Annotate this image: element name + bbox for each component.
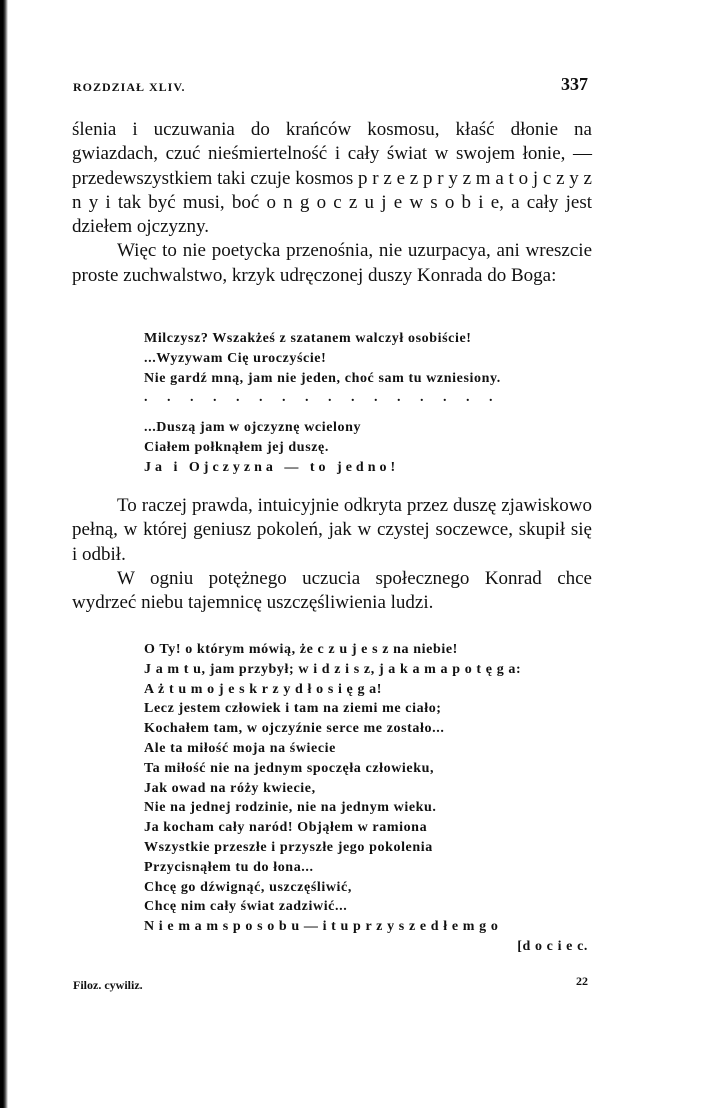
verse-line: A ż t u m o j e s k r z y d ł o s i ę g a!: [144, 681, 383, 697]
verse-line: Ta miłość nie na jednym spoczęła człowieku,: [144, 760, 435, 776]
verse-line: Chcę nim cały świat zadziwić...: [144, 899, 348, 915]
verse-line: Wszystkie przeszłe i przyszłe jego pokolenia: [144, 839, 433, 855]
page-number: 337: [561, 74, 588, 94]
verse-line: Ja kocham cały naród! Objąłem w ramiona: [144, 820, 428, 836]
verse-line: J a m t u, jam przybył; w i d z i s z, j a k a m a p o t ę g a:: [144, 661, 522, 677]
book-spine-edge: [0, 0, 8, 1108]
verse-line-continuation: [d o c i e c.: [517, 938, 588, 954]
verse-line: Kochałem tam, w ojczyźnie serce me zostało...: [144, 721, 445, 737]
verse-line: Jak owad na róży kwiecie,: [144, 780, 316, 796]
prose-block-2: [72, 494, 592, 615]
verse-line: Nie gardź mną, jam nie jeden, choć sam tu wzniesiony.: [144, 370, 501, 386]
paragraph: ślenia i uczuwania do krańców kosmosu, kłaść dłonie na gwiazdach, czuć nieśmiertelność i cały świat w swojem łonie, — przedewszystkiem taki czuje kosmos p r z e z p r y z m a t o j c z y z n y i tak być musi, boć o n g o c z u j e w s o b i e, a cały jest dziełem ojczyzny.: [72, 119, 592, 238]
ellipsis-dots: . . . . . . . . . . . . . . . .: [144, 390, 501, 406]
verse-line: Ciałem połknąłem jej duszę.: [144, 439, 329, 455]
verse-line-spaced: Ja i Ojczyzna — to jedno!: [144, 459, 400, 475]
verse-line: ...Duszą jam w ojczyznę wcielony: [144, 420, 362, 436]
paragraph: Więc to nie poetycka przenośnia, nie uzurpacya, ani wreszcie proste zuchwalstwo, krzyk udręczonej duszy Konrada do Boga:: [72, 240, 592, 286]
verse-quote-1: [144, 329, 596, 478]
verse-line: Przycisnąłem tu do łona...: [144, 859, 314, 875]
verse-line: N i e m a m s p o s o b u — i t u p r z y s z e d ł e m g o: [144, 919, 499, 935]
verse-line: O Ty! o którym mówią, że c z u j e s z na niebie!: [144, 642, 458, 657]
prose-block-1: [72, 118, 592, 288]
paragraph: W ogniu potężnego uczucia społecznego Konrad chce wydrzeć niebu tajemnicę uszczęśliwienia ludzi.: [72, 567, 592, 614]
running-header: [73, 74, 588, 98]
page-footer: [73, 974, 588, 994]
signature-mark: Filoz. cywiliz.: [73, 978, 143, 992]
verse-quote-2: [144, 640, 596, 957]
verse-line: Chcę go dźwignąć, uszczęśliwić,: [144, 879, 352, 895]
verse-line: Ale ta miłość moja na świecie: [144, 740, 336, 756]
verse-line: ...Wyzywam Cię uroczyście!: [144, 350, 327, 366]
chapter-title: ROZDZIAŁ XLIV.: [73, 80, 186, 94]
paragraph: To raczej prawda, intuicyjnie odkryta przez duszę zjawiskowo pełną, w której geniusz pokoleń, jak w czystej soczewce, skupił się i odbił.: [72, 495, 592, 565]
verse-line: Lecz jestem człowiek i tam na ziemi me ciało;: [144, 701, 442, 717]
sheet-number: 22: [576, 974, 588, 988]
verse-line: Nie na jednej rodzinie, nie na jednym wieku.: [144, 800, 437, 816]
verse-line: Milczysz? Wszakżeś z szatanem walczył osobiście!: [144, 331, 472, 346]
